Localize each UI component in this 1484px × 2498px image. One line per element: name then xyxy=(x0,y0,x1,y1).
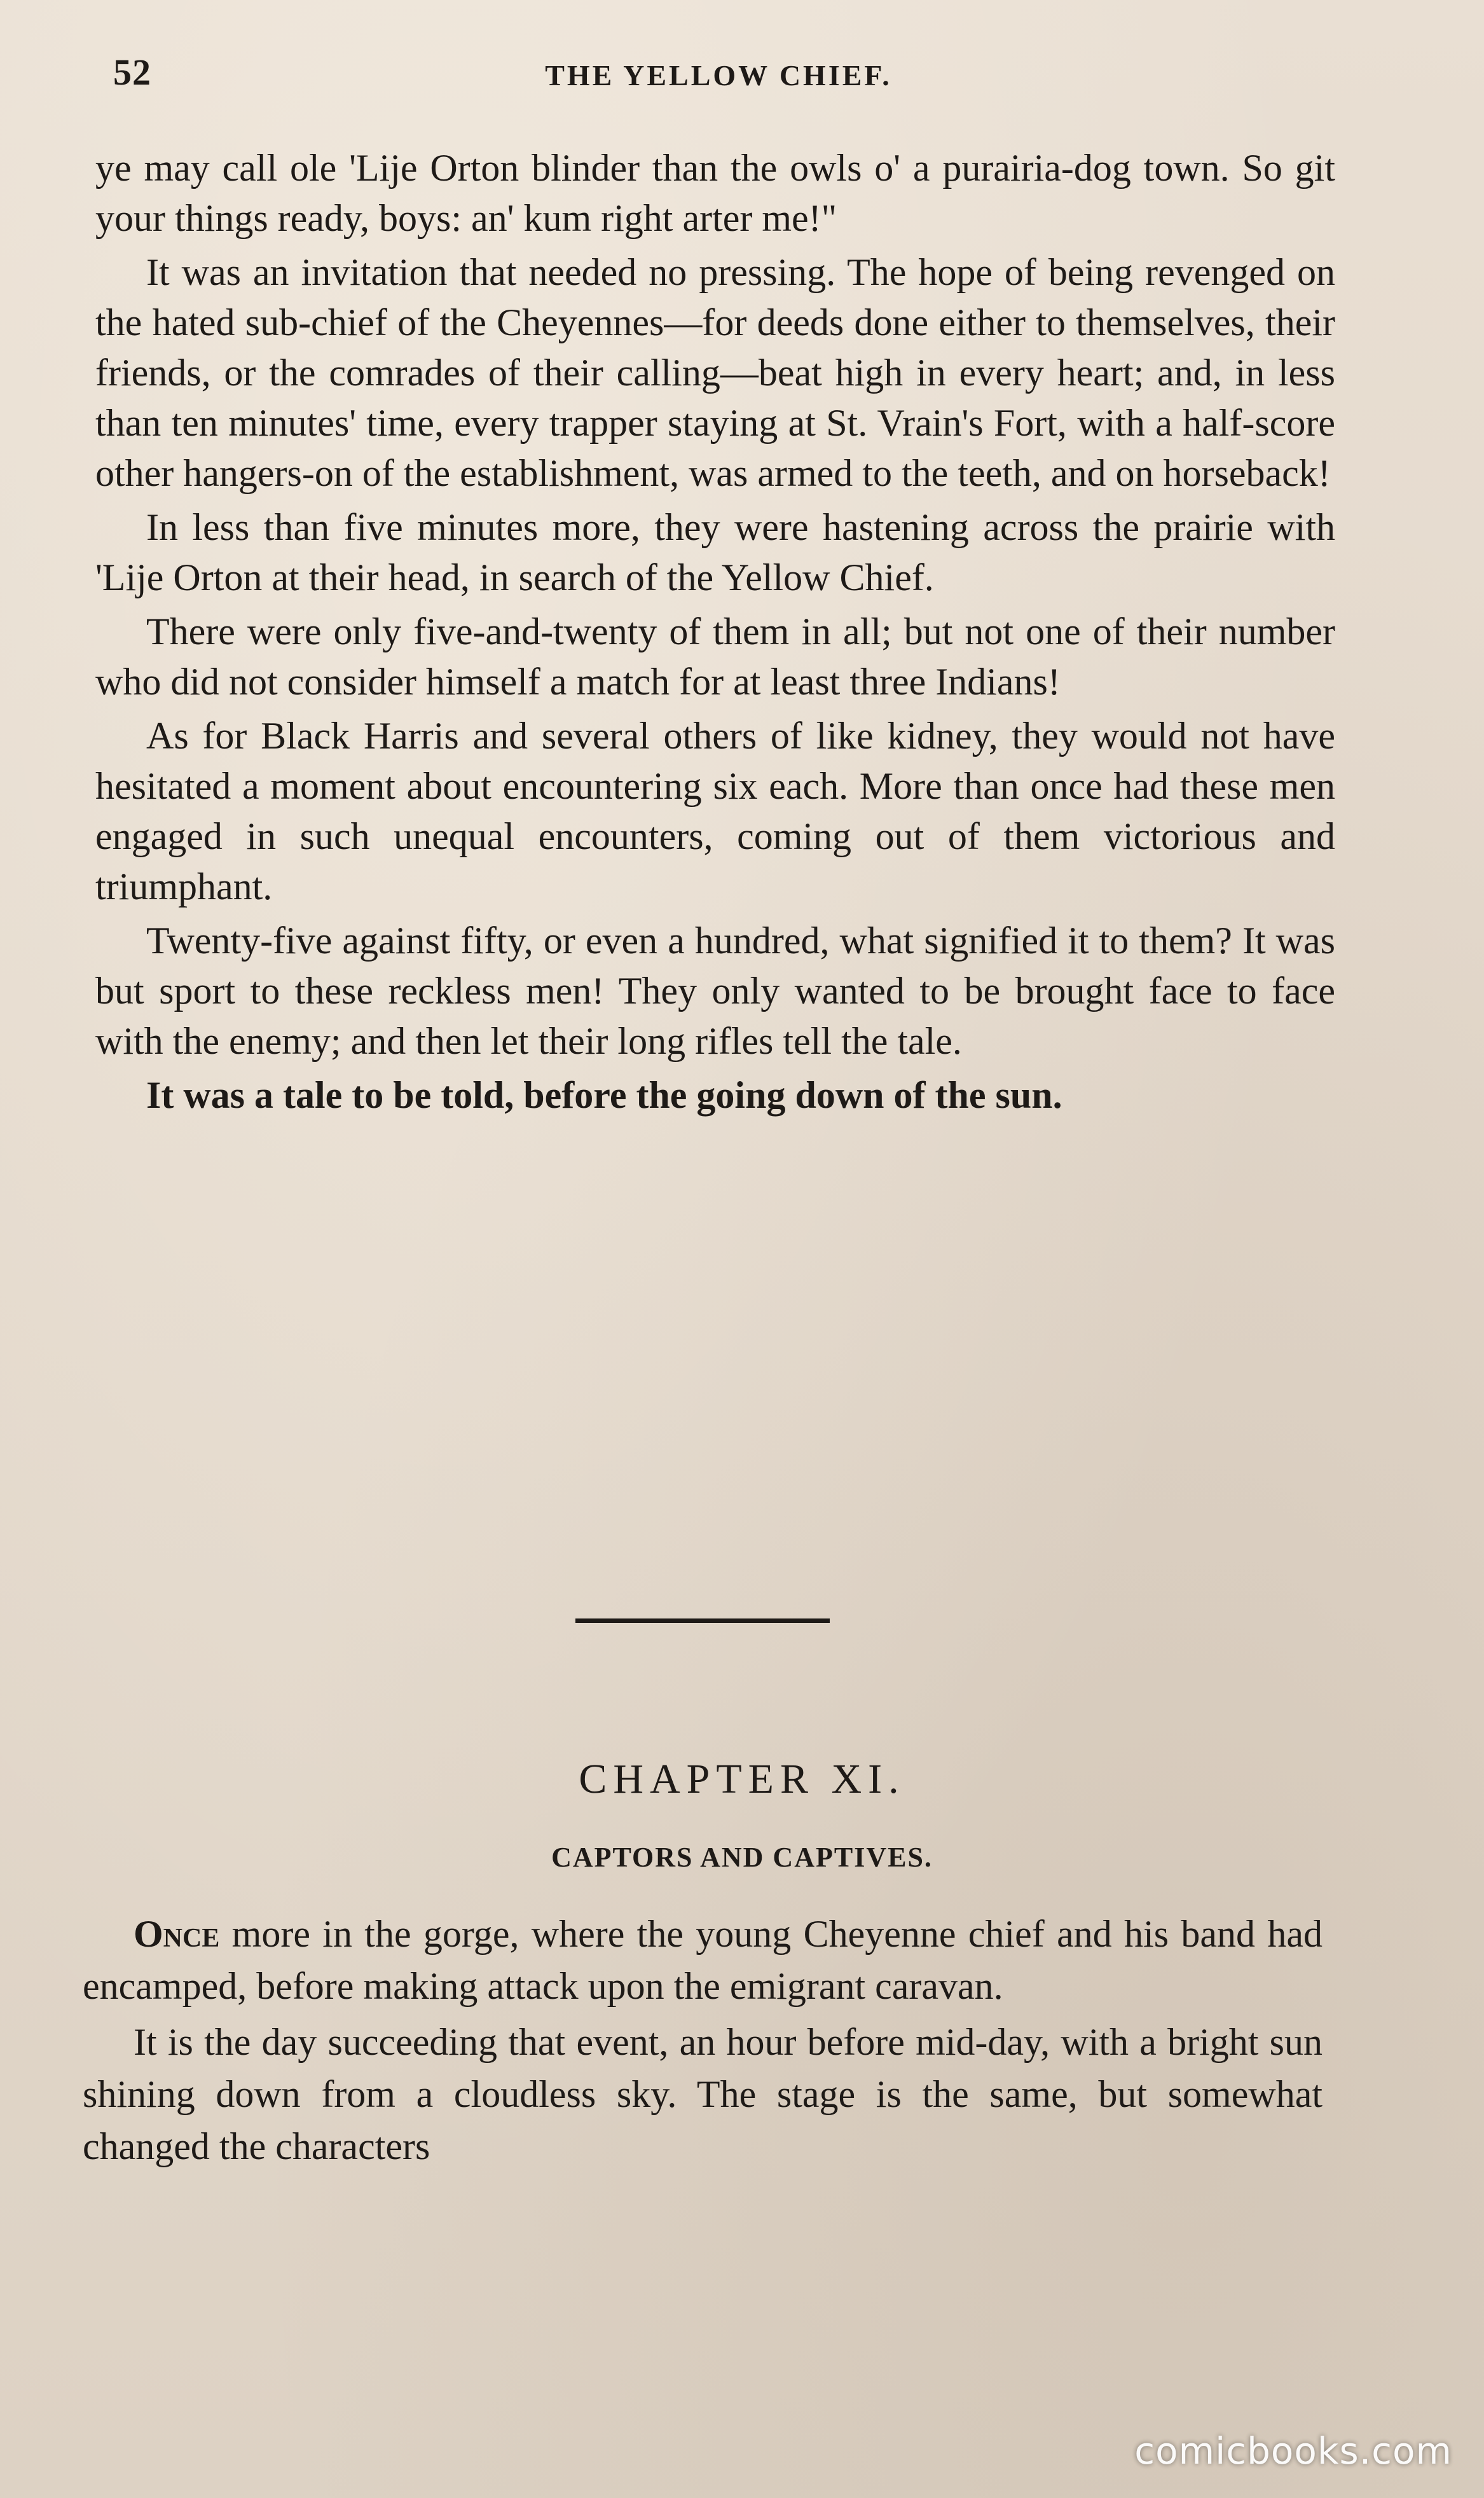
page-header xyxy=(108,51,1329,108)
site-watermark: comicbooks.com xyxy=(1134,2429,1452,2473)
chapter-subtitle: CAPTORS AND CAPTIVES. xyxy=(551,1842,933,1873)
running-title: THE YELLOW CHIEF. xyxy=(545,59,892,92)
paragraph-five-and-twenty: There were only five-and-twenty of them in all; but not one of their number who did not consider himself a match for at least three Indians! xyxy=(95,611,1335,703)
body-text xyxy=(95,143,1335,1124)
paragraph-tale: It was a tale to be told, before the going down of the sun. xyxy=(146,1074,1062,1116)
paragraph-continuation: ye may call ole 'Lije Orton blinder than the owls o' a purairia-dog town. So git your things ready, boys: an' kum right arter me!" xyxy=(95,147,1335,239)
chapter-text xyxy=(83,1908,1323,2176)
paragraph-invitation: It was an invitation that needed no pressing. The hope of being revenged on the hated sub-chief of the Cheyennes—for deeds done either to themselves, their friends, or the comrades of their calling—beat high in every heart; and, in less than ten minutes' time, every trapper staying at St. Vrain's Fort, with a half-score other hangers-on of the establishment, was armed to the teeth, and on horseback! xyxy=(95,251,1335,494)
paragraph-black-harris: As for Black Harris and several others of like kidney, they would not have hesitated a moment about encountering six each. More than once had these men engaged in such unequal encounters, coming out of them victorious and triumphant. xyxy=(95,715,1335,907)
chapter-title: CHAPTER XI. xyxy=(579,1756,905,1802)
paragraph-twenty-five: Twenty-five against fifty, or even a hundred, what signified it to them? It was but sport to these reckless men! They only wanted to be brought face to face with the enemy; and then let their long rifles tell the tale. xyxy=(95,920,1335,1062)
opening-paragraph-text: more in the gorge, where the young Cheyenne chief and his band had encamped, before making attack upon the emigrant caravan. xyxy=(83,1913,1323,2007)
section-divider xyxy=(575,1618,830,1623)
chapter-second-paragraph: It is the day succeeding that event, an hour before mid-day, with a bright sun shining down from a cloudless sky. The stage is the same, but somewhat changed the characters xyxy=(83,2021,1323,2167)
paragraph-five-minutes: In less than five minutes more, they were hastening across the prairie with 'Lije Orton at their head, in search of the Yellow Chief. xyxy=(95,506,1335,598)
opening-word: Once xyxy=(134,1913,220,1955)
chapter-opening-paragraph xyxy=(83,1908,1323,2012)
page-number: 52 xyxy=(113,52,151,93)
